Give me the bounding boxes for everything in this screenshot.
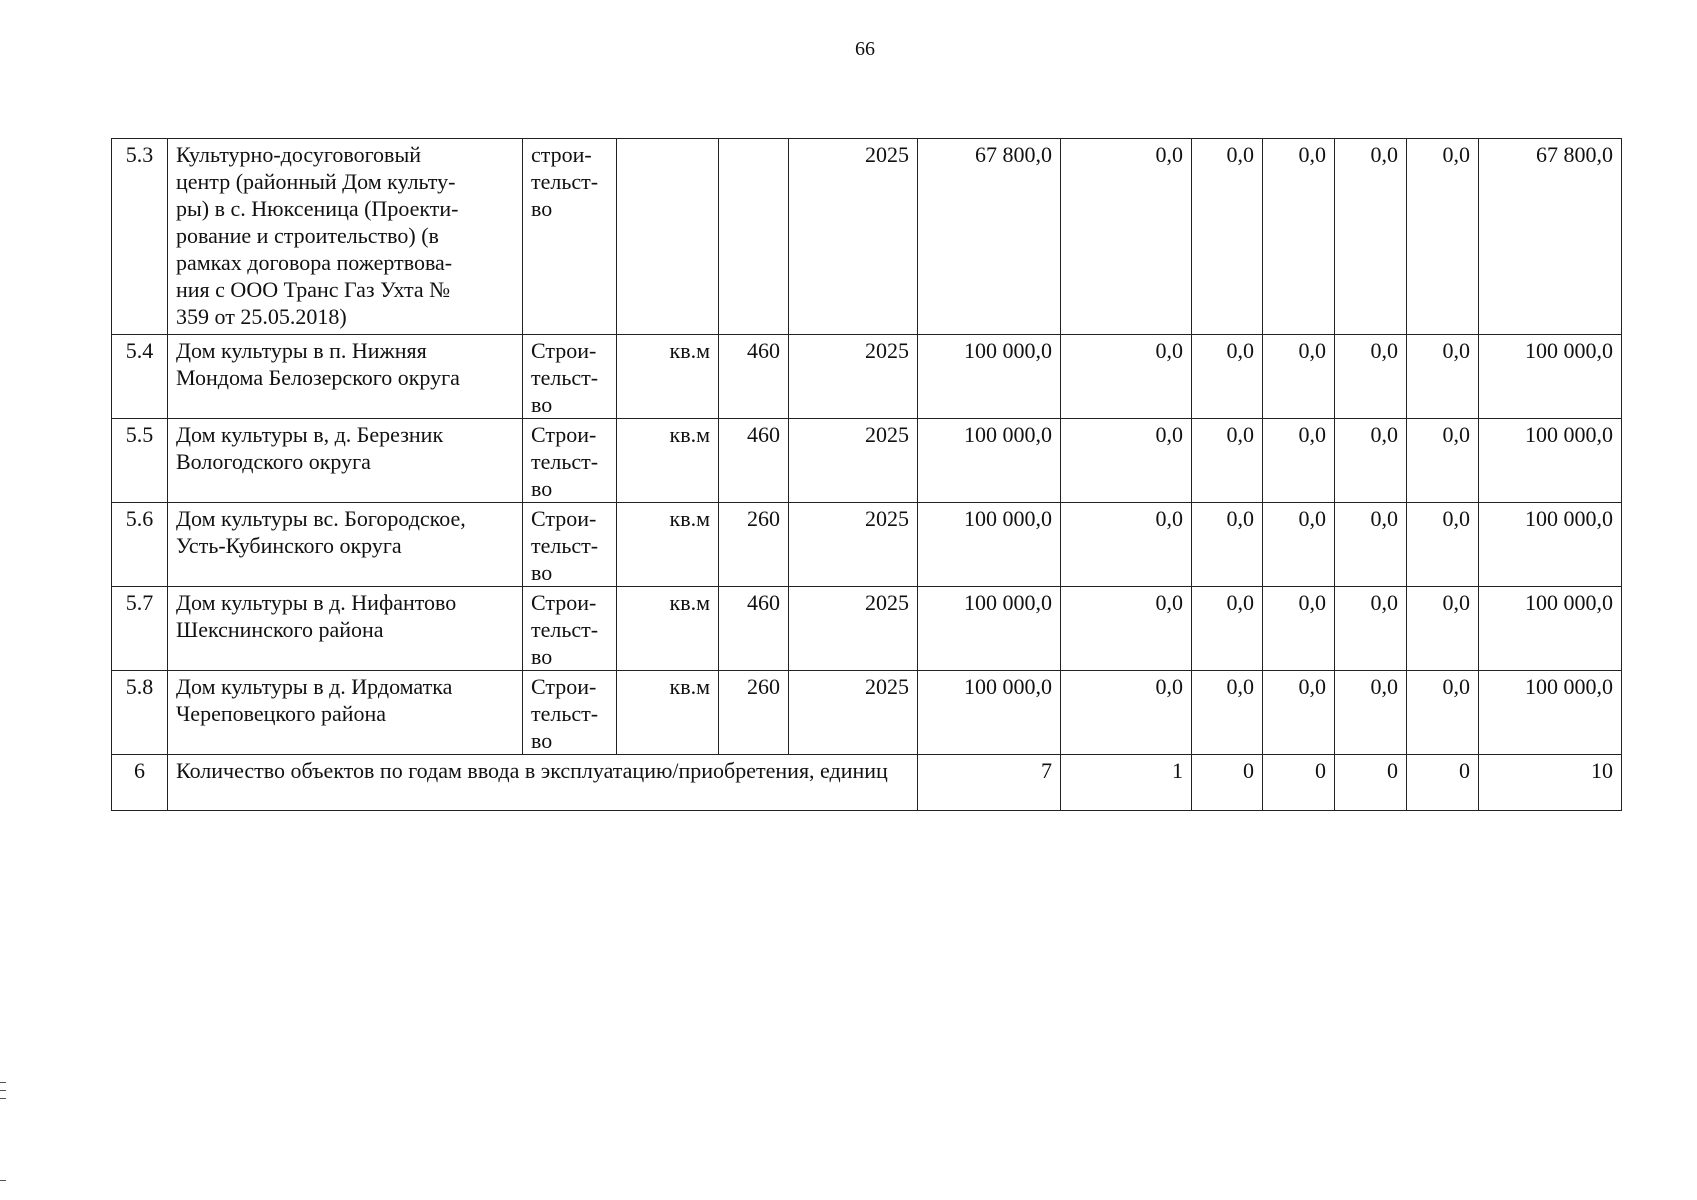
value-1: 100 000,0 bbox=[918, 419, 1061, 503]
value-1: 7 bbox=[918, 755, 1061, 811]
value-5: 0,0 bbox=[1335, 419, 1407, 503]
year: 2025 bbox=[789, 503, 918, 587]
total-value: 100 000,0 bbox=[1479, 671, 1622, 755]
value-4: 0,0 bbox=[1263, 139, 1335, 335]
work-type: Строи- тельст- во bbox=[523, 419, 617, 503]
value-3: 0,0 bbox=[1192, 671, 1263, 755]
value-3: 0,0 bbox=[1192, 139, 1263, 335]
value-1: 100 000,0 bbox=[918, 671, 1061, 755]
value-2: 0,0 bbox=[1061, 503, 1192, 587]
unit: кв.м bbox=[617, 335, 719, 419]
value-2: 0,0 bbox=[1061, 335, 1192, 419]
object-name: Дом культуры в, д. Березник Вологодского округа bbox=[168, 419, 523, 503]
value-5: 0,0 bbox=[1335, 335, 1407, 419]
row-number: 5.3 bbox=[112, 139, 168, 335]
capacity: 460 bbox=[719, 335, 789, 419]
row-number: 5.4 bbox=[112, 335, 168, 419]
row-number: 5.5 bbox=[112, 419, 168, 503]
summary-row bbox=[112, 755, 1622, 811]
row-number: 6 bbox=[112, 755, 168, 811]
value-6: 0,0 bbox=[1407, 587, 1479, 671]
year: 2025 bbox=[789, 139, 918, 335]
value-5: 0,0 bbox=[1335, 139, 1407, 335]
value-1: 67 800,0 bbox=[918, 139, 1061, 335]
table-row bbox=[112, 503, 1622, 587]
value-6: 0,0 bbox=[1407, 503, 1479, 587]
work-type: Строи- тельст- во bbox=[523, 503, 617, 587]
unit: кв.м bbox=[617, 419, 719, 503]
value-1: 100 000,0 bbox=[918, 503, 1061, 587]
value-6: 0,0 bbox=[1407, 671, 1479, 755]
margin-mark bbox=[0, 1098, 6, 1099]
work-type: Строи- тельст- во bbox=[523, 671, 617, 755]
value-6: 0,0 bbox=[1407, 419, 1479, 503]
value-4: 0,0 bbox=[1263, 503, 1335, 587]
value-5: 0,0 bbox=[1335, 587, 1407, 671]
value-2: 0,0 bbox=[1061, 587, 1192, 671]
value-6: 0 bbox=[1407, 755, 1479, 811]
summary-label: Количество объектов по годам ввода в эксплуатацию/приобретения, единиц bbox=[168, 755, 918, 811]
unit: кв.м bbox=[617, 587, 719, 671]
unit bbox=[617, 139, 719, 335]
page-number: 66 bbox=[855, 38, 875, 60]
value-2: 1 bbox=[1061, 755, 1192, 811]
value-6: 0,0 bbox=[1407, 139, 1479, 335]
margin-mark bbox=[0, 1180, 6, 1181]
value-4: 0,0 bbox=[1263, 335, 1335, 419]
value-2: 0,0 bbox=[1061, 139, 1192, 335]
table-row bbox=[112, 419, 1622, 503]
value-3: 0,0 bbox=[1192, 587, 1263, 671]
capacity: 260 bbox=[719, 671, 789, 755]
table-row bbox=[112, 139, 1622, 335]
value-5: 0,0 bbox=[1335, 671, 1407, 755]
value-3: 0,0 bbox=[1192, 503, 1263, 587]
objects-table bbox=[111, 138, 1622, 811]
capacity: 460 bbox=[719, 587, 789, 671]
object-name: Дом культуры в п. Нижняя Мондома Белозерского округа bbox=[168, 335, 523, 419]
total-value: 100 000,0 bbox=[1479, 503, 1622, 587]
row-number: 5.6 bbox=[112, 503, 168, 587]
table-row bbox=[112, 335, 1622, 419]
year: 2025 bbox=[789, 419, 918, 503]
work-type: строи- тельст- во bbox=[523, 139, 617, 335]
year: 2025 bbox=[789, 587, 918, 671]
value-6: 0,0 bbox=[1407, 335, 1479, 419]
total-value: 100 000,0 bbox=[1479, 419, 1622, 503]
row-number: 5.8 bbox=[112, 671, 168, 755]
margin-mark bbox=[0, 1082, 6, 1083]
value-4: 0,0 bbox=[1263, 671, 1335, 755]
value-1: 100 000,0 bbox=[918, 335, 1061, 419]
row-number: 5.7 bbox=[112, 587, 168, 671]
value-3: 0,0 bbox=[1192, 419, 1263, 503]
table-row bbox=[112, 671, 1622, 755]
capacity bbox=[719, 139, 789, 335]
total-value: 100 000,0 bbox=[1479, 335, 1622, 419]
value-5: 0 bbox=[1335, 755, 1407, 811]
capacity: 260 bbox=[719, 503, 789, 587]
work-type: Строи- тельст- во bbox=[523, 587, 617, 671]
value-2: 0,0 bbox=[1061, 671, 1192, 755]
margin-mark bbox=[0, 1090, 6, 1091]
year: 2025 bbox=[789, 671, 918, 755]
total-value: 100 000,0 bbox=[1479, 587, 1622, 671]
value-4: 0,0 bbox=[1263, 419, 1335, 503]
year: 2025 bbox=[789, 335, 918, 419]
value-3: 0 bbox=[1192, 755, 1263, 811]
value-1: 100 000,0 bbox=[918, 587, 1061, 671]
object-name: Дом культуры в д. Нифантово Шекснинского района bbox=[168, 587, 523, 671]
value-3: 0,0 bbox=[1192, 335, 1263, 419]
value-4: 0 bbox=[1263, 755, 1335, 811]
value-5: 0,0 bbox=[1335, 503, 1407, 587]
unit: кв.м bbox=[617, 503, 719, 587]
object-name: Дом культуры вс. Богородское, Усть-Кубинского округа bbox=[168, 503, 523, 587]
table-row bbox=[112, 587, 1622, 671]
capacity: 460 bbox=[719, 419, 789, 503]
value-4: 0,0 bbox=[1263, 587, 1335, 671]
total-value: 10 bbox=[1479, 755, 1622, 811]
unit: кв.м bbox=[617, 671, 719, 755]
work-type: Строи- тельст- во bbox=[523, 335, 617, 419]
object-name: Дом культуры в д. Ирдоматка Череповецкого района bbox=[168, 671, 523, 755]
total-value: 67 800,0 bbox=[1479, 139, 1622, 335]
object-name: Культурно-досуговоговый центр (районный Дом культу- ры) в с. Нюксеница (Проекти- рование и строительство) (в рамках договора пожертвова- ния с ООО Транс Газ Ухта № 359 от 25.05.2018) bbox=[168, 139, 523, 335]
value-2: 0,0 bbox=[1061, 419, 1192, 503]
